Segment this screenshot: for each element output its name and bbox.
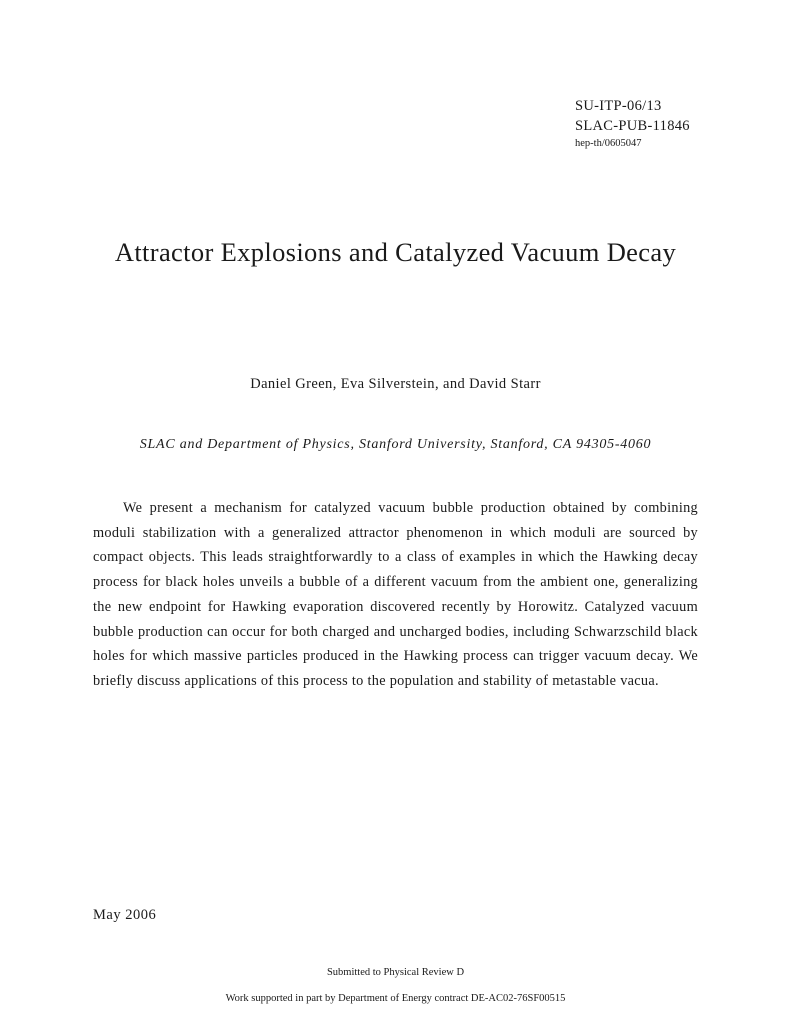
paper-date: May 2006 — [93, 907, 157, 923]
submission-note: Submitted to Physical Review D — [326, 967, 465, 978]
paper-authors: Daniel Green, Eva Silverstein, and David Starr — [250, 376, 541, 392]
report-number-itp: SU-ITP-06/13 — [575, 98, 662, 114]
paper-title: Attractor Explosions and Catalyzed Vacuum Decay — [114, 237, 677, 267]
report-number-slac: SLAC-PUB-11846 — [575, 118, 690, 134]
funding-note: Work supported in part by Department of Energy contract DE-AC02-76SF00515 — [225, 993, 566, 1004]
report-numbers — [575, 96, 690, 152]
arxiv-id: hep-th/0605047 — [575, 138, 642, 149]
paper-affiliation: SLAC and Department of Physics, Stanford University, Stanford, CA 94305-4060 — [139, 437, 652, 452]
paper-abstract: We present a mechanism for catalyzed vacuum bubble production obtained by combining moduli stabilization with a generalized attractor phenomenon in which moduli are sourced by compact objects. This leads straightforwardly to a class of examples in which the Hawking decay process for black holes unveils a bubble of a different vacuum from the ambient one, generalizing the new endpoint for Hawking evaporation discovered recently by Horowitz. Catalyzed vacuum bubble production can occur for both charged and uncharged bodies, including Schwarzschild black holes for which massive particles produced in the Hawking process can trigger vacuum decay. We briefly discuss applications of this process to the population and stability of metastable vacua. — [93, 500, 698, 689]
